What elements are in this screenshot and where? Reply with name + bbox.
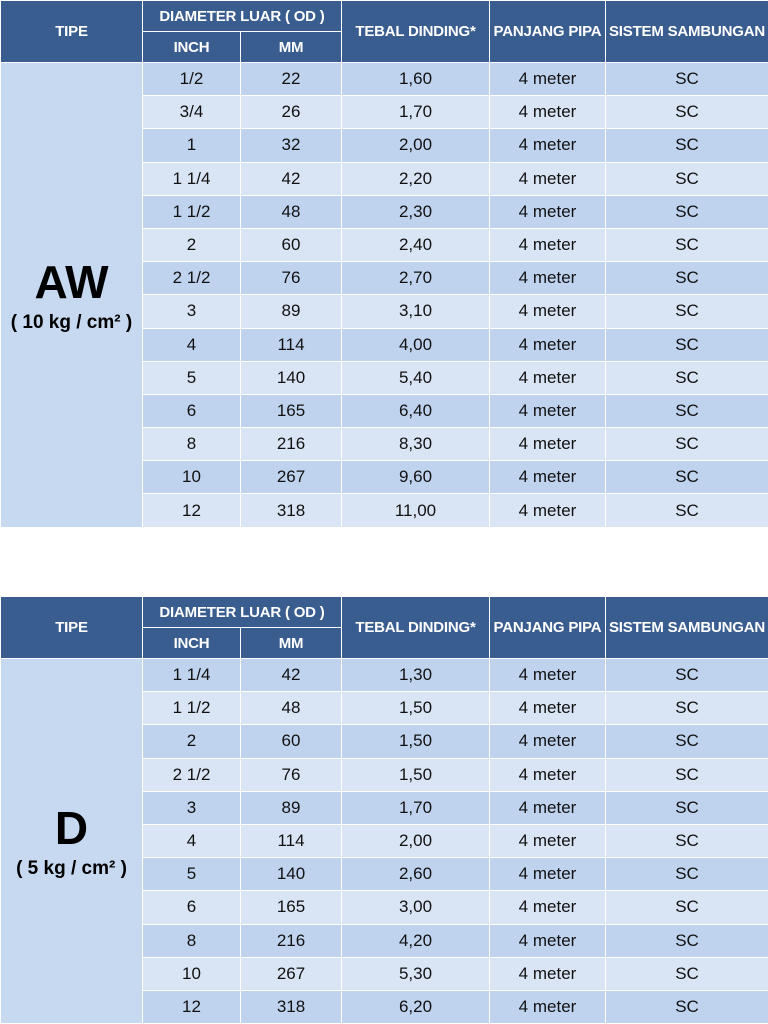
cell-tebal: 3,10 — [342, 295, 490, 328]
header-sistem: SISTEM SAMBUNGAN — [606, 1, 768, 63]
cell-inch: 3/4 — [143, 96, 241, 129]
cell-inch: 10 — [143, 957, 241, 990]
cell-inch: 6 — [143, 891, 241, 924]
cell-panjang: 4 meter — [490, 990, 606, 1023]
cell-inch: 1/2 — [143, 63, 241, 96]
cell-panjang: 4 meter — [490, 461, 606, 494]
cell-mm: 42 — [241, 659, 342, 692]
cell-sistem: SC — [606, 328, 768, 361]
cell-tebal: 5,40 — [342, 361, 490, 394]
header-tebal: TEBAL DINDING* — [342, 1, 490, 63]
cell-inch: 6 — [143, 394, 241, 427]
table-row — [1, 63, 768, 96]
cell-sistem: SC — [606, 791, 768, 824]
tipe-cell — [1, 659, 143, 1024]
header-diameter: DIAMETER LUAR ( OD ) — [143, 1, 342, 32]
header-sistem: SISTEM SAMBUNGAN — [606, 597, 768, 659]
header-panjang: PANJANG PIPA — [490, 1, 606, 63]
cell-mm: 76 — [241, 758, 342, 791]
cell-panjang: 4 meter — [490, 957, 606, 990]
header-mm: MM — [241, 628, 342, 659]
cell-panjang: 4 meter — [490, 725, 606, 758]
cell-tebal: 1,50 — [342, 692, 490, 725]
cell-panjang: 4 meter — [490, 824, 606, 857]
cell-mm: 114 — [241, 328, 342, 361]
cell-mm: 267 — [241, 461, 342, 494]
cell-panjang: 4 meter — [490, 494, 606, 527]
cell-mm: 318 — [241, 990, 342, 1023]
cell-tebal: 3,00 — [342, 891, 490, 924]
cell-tebal: 4,00 — [342, 328, 490, 361]
cell-tebal: 8,30 — [342, 428, 490, 461]
cell-tebal: 6,20 — [342, 990, 490, 1023]
tipe-code: D — [54, 802, 89, 855]
cell-sistem: SC — [606, 725, 768, 758]
cell-inch: 1 — [143, 129, 241, 162]
tipe-cell — [1, 63, 143, 528]
header-mm: MM — [241, 32, 342, 63]
cell-sistem: SC — [606, 129, 768, 162]
header-diameter: DIAMETER LUAR ( OD ) — [143, 597, 342, 628]
cell-panjang: 4 meter — [490, 858, 606, 891]
cell-tebal: 2,30 — [342, 195, 490, 228]
cell-sistem: SC — [606, 758, 768, 791]
cell-mm: 48 — [241, 692, 342, 725]
cell-panjang: 4 meter — [490, 428, 606, 461]
cell-inch: 2 1/2 — [143, 262, 241, 295]
cell-sistem: SC — [606, 63, 768, 96]
cell-tebal: 9,60 — [342, 461, 490, 494]
tipe-pressure: ( 10 kg / cm² ) — [10, 311, 133, 333]
tipe-pressure: ( 5 kg / cm² ) — [16, 858, 127, 880]
cell-panjang: 4 meter — [490, 891, 606, 924]
cell-panjang: 4 meter — [490, 791, 606, 824]
header-tipe: TIPE — [1, 1, 143, 63]
cell-sistem: SC — [606, 162, 768, 195]
cell-panjang: 4 meter — [490, 228, 606, 261]
cell-mm: 22 — [241, 63, 342, 96]
cell-mm: 26 — [241, 96, 342, 129]
cell-inch: 8 — [143, 924, 241, 957]
cell-inch: 1 1/2 — [143, 692, 241, 725]
cell-sistem: SC — [606, 924, 768, 957]
cell-mm: 165 — [241, 394, 342, 427]
cell-mm: 216 — [241, 924, 342, 957]
cell-mm: 42 — [241, 162, 342, 195]
header-tebal: TEBAL DINDING* — [342, 597, 490, 659]
cell-inch: 1 1/4 — [143, 659, 241, 692]
cell-mm: 60 — [241, 228, 342, 261]
cell-inch: 2 — [143, 228, 241, 261]
cell-panjang: 4 meter — [490, 262, 606, 295]
cell-mm: 48 — [241, 195, 342, 228]
cell-inch: 10 — [143, 461, 241, 494]
cell-tebal: 1,70 — [342, 791, 490, 824]
cell-sistem: SC — [606, 461, 768, 494]
cell-sistem: SC — [606, 824, 768, 857]
cell-sistem: SC — [606, 262, 768, 295]
cell-mm: 89 — [241, 295, 342, 328]
cell-inch: 4 — [143, 328, 241, 361]
cell-sistem: SC — [606, 891, 768, 924]
cell-inch: 5 — [143, 361, 241, 394]
cell-tebal: 2,70 — [342, 262, 490, 295]
cell-panjang: 4 meter — [490, 96, 606, 129]
cell-panjang: 4 meter — [490, 692, 606, 725]
cell-inch: 1 1/2 — [143, 195, 241, 228]
cell-panjang: 4 meter — [490, 162, 606, 195]
cell-panjang: 4 meter — [490, 361, 606, 394]
cell-mm: 114 — [241, 824, 342, 857]
table-body-aw — [1, 63, 768, 528]
cell-mm: 318 — [241, 494, 342, 527]
cell-inch: 12 — [143, 494, 241, 527]
cell-panjang: 4 meter — [490, 129, 606, 162]
cell-mm: 32 — [241, 129, 342, 162]
table-row — [1, 659, 768, 692]
header-tipe: TIPE — [1, 597, 143, 659]
cell-sistem: SC — [606, 659, 768, 692]
cell-inch: 8 — [143, 428, 241, 461]
cell-tebal: 2,60 — [342, 858, 490, 891]
cell-tebal: 4,20 — [342, 924, 490, 957]
cell-tebal: 1,50 — [342, 725, 490, 758]
cell-mm: 89 — [241, 791, 342, 824]
cell-sistem: SC — [606, 394, 768, 427]
cell-sistem: SC — [606, 957, 768, 990]
cell-sistem: SC — [606, 96, 768, 129]
cell-inch: 3 — [143, 295, 241, 328]
cell-tebal: 6,40 — [342, 394, 490, 427]
cell-sistem: SC — [606, 295, 768, 328]
cell-mm: 165 — [241, 891, 342, 924]
cell-panjang: 4 meter — [490, 195, 606, 228]
cell-sistem: SC — [606, 990, 768, 1023]
cell-inch: 4 — [143, 824, 241, 857]
cell-panjang: 4 meter — [490, 328, 606, 361]
cell-tebal: 5,30 — [342, 957, 490, 990]
cell-inch: 5 — [143, 858, 241, 891]
cell-mm: 76 — [241, 262, 342, 295]
cell-tebal: 2,20 — [342, 162, 490, 195]
cell-panjang: 4 meter — [490, 295, 606, 328]
cell-inch: 3 — [143, 791, 241, 824]
cell-panjang: 4 meter — [490, 758, 606, 791]
cell-inch: 1 1/4 — [143, 162, 241, 195]
cell-tebal: 1,50 — [342, 758, 490, 791]
cell-mm: 267 — [241, 957, 342, 990]
cell-panjang: 4 meter — [490, 394, 606, 427]
cell-sistem: SC — [606, 494, 768, 527]
cell-tebal: 1,70 — [342, 96, 490, 129]
cell-mm: 140 — [241, 361, 342, 394]
cell-tebal: 1,60 — [342, 63, 490, 96]
header-panjang: PANJANG PIPA — [490, 597, 606, 659]
header-inch: INCH — [143, 628, 241, 659]
table-body-d — [1, 659, 768, 1024]
cell-tebal: 2,00 — [342, 129, 490, 162]
cell-sistem: SC — [606, 428, 768, 461]
tipe-code: AW — [34, 255, 109, 308]
cell-sistem: SC — [606, 195, 768, 228]
cell-sistem: SC — [606, 692, 768, 725]
cell-tebal: 1,30 — [342, 659, 490, 692]
cell-panjang: 4 meter — [490, 659, 606, 692]
cell-sistem: SC — [606, 858, 768, 891]
header-inch: INCH — [143, 32, 241, 63]
cell-inch: 2 — [143, 725, 241, 758]
cell-mm: 60 — [241, 725, 342, 758]
cell-mm: 216 — [241, 428, 342, 461]
cell-sistem: SC — [606, 228, 768, 261]
pipe-spec-table-d — [0, 596, 768, 1024]
cell-panjang: 4 meter — [490, 63, 606, 96]
cell-tebal: 11,00 — [342, 494, 490, 527]
cell-inch: 12 — [143, 990, 241, 1023]
cell-sistem: SC — [606, 361, 768, 394]
cell-mm: 140 — [241, 858, 342, 891]
cell-tebal: 2,40 — [342, 228, 490, 261]
cell-inch: 2 1/2 — [143, 758, 241, 791]
cell-panjang: 4 meter — [490, 924, 606, 957]
cell-tebal: 2,00 — [342, 824, 490, 857]
